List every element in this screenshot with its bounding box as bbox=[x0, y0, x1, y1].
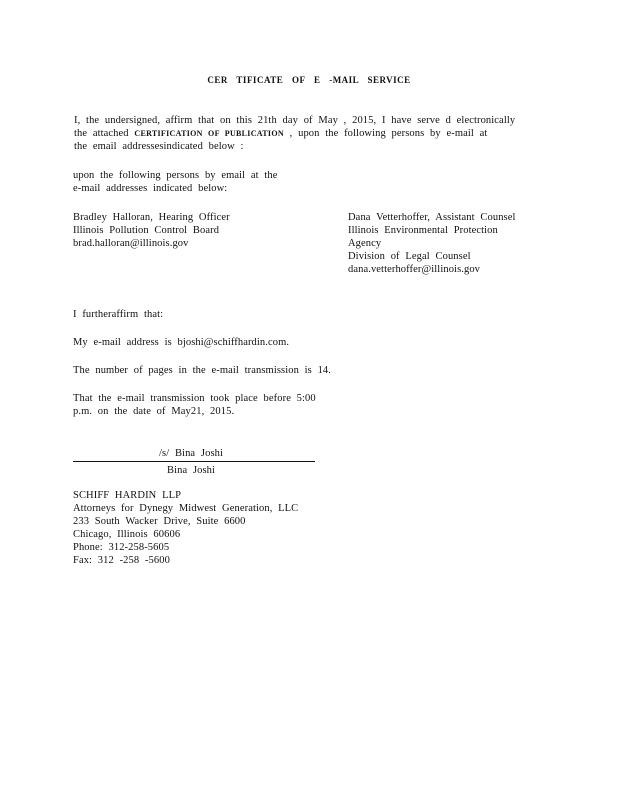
transmission-line-1: That the e-mail transmission took place before 5:00 bbox=[73, 393, 316, 404]
recipient-org: Illinois Pollution Control Board bbox=[73, 225, 220, 236]
pages-statement: The number of pages in the e-mail transmission is 14. bbox=[73, 365, 332, 376]
recipient-email: brad.halloran@illinois.gov bbox=[73, 238, 189, 249]
recipient-email: dana.vetterhoffer@illinois.gov bbox=[348, 264, 481, 275]
signer-name: Bina Joshi bbox=[167, 465, 216, 476]
recipient-name: Bradley Halloran, Hearing Officer bbox=[73, 212, 230, 223]
intro-line-2 bbox=[74, 127, 544, 140]
firm-name: SCHIFF HARDIN LLP bbox=[73, 490, 182, 501]
intro-paragraph-2 bbox=[73, 169, 278, 195]
intro-line-3: the email addressesindicated below : bbox=[74, 141, 244, 152]
firm-address-block bbox=[73, 489, 298, 567]
intro-paragraph bbox=[74, 114, 544, 153]
recipient-org-cont: Agency bbox=[348, 238, 382, 249]
intro2-line-1: upon the following persons by email at the bbox=[73, 170, 278, 181]
intro-line-2-post: , upon the following persons by e-mail at bbox=[289, 128, 488, 139]
service-recipient-right bbox=[348, 211, 516, 276]
firm-fax: Fax: 312 -258 -5600 bbox=[73, 555, 170, 566]
intro2-line-2: e-mail addresses indicated below: bbox=[73, 183, 228, 194]
firm-city: Chicago, Illinois 60606 bbox=[73, 529, 181, 540]
electronic-signature: /s/ Bina Joshi bbox=[73, 447, 315, 462]
document-title: CER TIFICATE OF E -MAIL SERVICE bbox=[207, 75, 411, 85]
intro-line-2-pre: the attached bbox=[74, 128, 129, 139]
recipient-division: Division of Legal Counsel bbox=[348, 251, 471, 262]
signature-block bbox=[73, 447, 315, 477]
transmission-statement bbox=[73, 392, 316, 418]
firm-role: Attorneys for Dynegy Midwest Generation, LLC bbox=[73, 503, 299, 514]
document-reference: CERTIFICATION OF PUBLICATION bbox=[134, 129, 284, 138]
service-recipient-left bbox=[73, 211, 230, 250]
firm-street: 233 South Wacker Drive, Suite 6600 bbox=[73, 516, 246, 527]
transmission-line-2: p.m. on the date of May21, 2015. bbox=[73, 406, 235, 417]
recipient-name: Dana Vetterhoffer, Assistant Counsel bbox=[348, 212, 516, 223]
intro-line-1: I, the undersigned, affirm that on this 21th day of May , 2015, I have serve d electronically bbox=[74, 115, 516, 126]
firm-phone: Phone: 312-258-5605 bbox=[73, 542, 170, 553]
recipient-org: Illinois Environmental Protection bbox=[348, 225, 498, 236]
affirm-statement: I furtheraffirm that: bbox=[73, 309, 164, 320]
email-statement: My e-mail address is bjoshi@schiffhardin.com. bbox=[73, 337, 290, 348]
